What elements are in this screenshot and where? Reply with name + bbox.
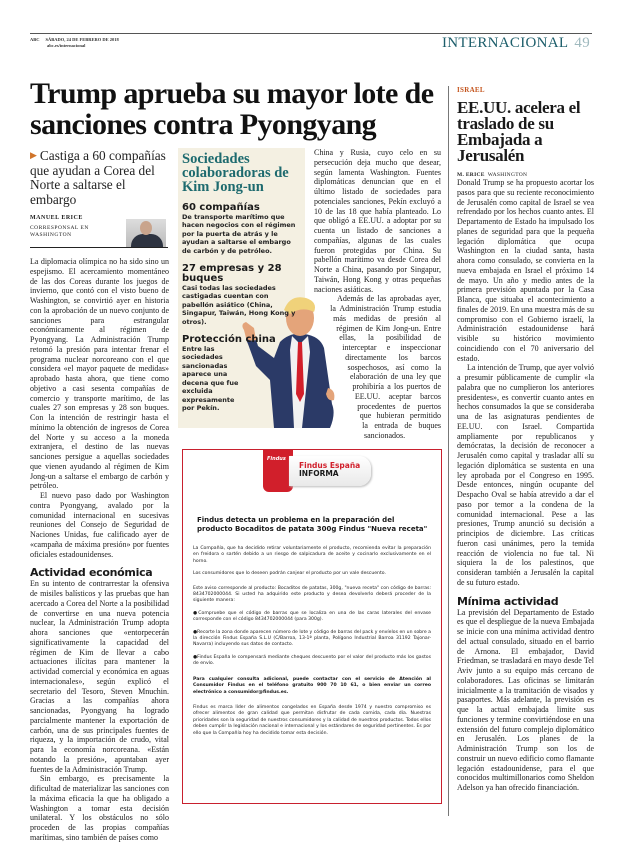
top-rule (30, 33, 592, 34)
main-headline: Trump aprueba su mayor lote de sanciones contra Pyongyang (30, 77, 434, 141)
paragraph: En su intento de contrarrestar la ofensiva de misiles balísticos y las pruebas que han acercado a Corea del Norte a la posibilidad de convertirse en una nueva potencia nuclear, la Administración Trump adopta ahora sanciones que «entorpecerán significativamente la capacidad del régimen de Kim de llevar a cabo actuaciones ilícitas para mantener la actividad comercial y económica en aguas internacionales», según explicó el secretario del Tesoro, Steven Mnuchin. Gracias a las compañías ahora sancionadas, Pyongyang ha logrado parcialmente mantener la exportación de carbón, una de sus principales fuentes de riqueza, y la importación de crudo, vital para la economía norcoreana. «Están notando la presión», apuntaban ayer fuentes de la Administración Trump. (30, 579, 169, 774)
secondary-article (448, 86, 594, 816)
lead-text: Castiga a 60 compañías que ayudan a Corea del Norte a saltarse el embargo (30, 148, 166, 207)
ad-bullet: ●Compruebe que el código de barras que se localiza en una de las caras laterales del envase corresponde con el código 8434702000044 (para 300g). (193, 610, 431, 623)
author-role: CORRESPONSAL EN WASHINGTON (30, 225, 89, 238)
arrow-bullet-icon: ▶ (30, 150, 37, 160)
paragraph: El nuevo paso dado por Washington contra Pyongyang, avalado por la comunidad internacional en sucesivas reuniones del Consejo de Seguridad de Naciones Unidas, fue calificado ayer de «campaña de máxima presión» por fuentes oficiales estadounidenses. (30, 491, 169, 559)
author-block (30, 215, 168, 248)
ad-contact: Para cualquier consulta adicional, puede contactar con el servicio de Atención al Consumidor Findus en el teléfono gratuito 900 70 10 61, o bien enviar un correo electrónico a consumidor@findus.es. (193, 676, 431, 695)
paragraph: Donald Trump se ha propuesto acortar los pasos para que su reciente reconocimiento de Jerusalén como capital de Israel se vea refrendado por los hechos cuanto antes. El Departamento de Estado ha impulsado los planes de seguridad para que la pequeña legación diplomática que ocupa Washington en la ciudad santa, hasta ahora como consulado, se convierta en la nueva embajada en Israel el próximo 14 de mayo. Un año y medio antes de la primera previsión apuntada por la Casa Blanca, que situaba el acontecimiento a finales de 2019. En una muestra más de su compromiso con el Gobierno israelí, la Administración estadounidense hará visible su histórico movimiento coincidiendo con el 70 aniversario del estado. (457, 178, 594, 363)
page-header-info (30, 37, 125, 49)
subheading: Mínima actividad (457, 594, 559, 608)
section-name: INTERNACIONAL (442, 35, 569, 51)
article-kicker: ISRAEL (457, 86, 485, 94)
ad-paragraph: La Compañía, que ha decidido retirar voluntariamente el producto, recomienda evitar la preparación en freidora o sartén debido a un riesgo de salpicadura de aceite y cocinarlo exclusivamente en el horno. (193, 546, 431, 564)
ad-bullet: ●Recorte la zona donde aparecen número de lote y código de barras del pack y envíelos en un sobre a la dirección Findus España S.L.U (C/Barroa, 13-1ª planta, Polígono Industrial Barroa 31192 Tajonar-Navarra) incluyendo sus datos de contacto. (193, 629, 431, 648)
paragraph: La previsión del Departamento de Estado es que el despliegue de la nueva Embajada se inicie con una mínima actividad dentro del actual consulado, situado en el barrio de Arnona. El embajador, David Friedman, se trasladará en mayo desde Tel Aviv junto a su equipo más cercano de colaboradores. Las oficinas se limitarán inicialmente a la tramitación de visados y pasaportes. Más adelante, la previsión es que la actual embajada limite sus funciones y termine convirtiéndose en una extensión del futuro complejo diplomático en Jerusalén. Los planes de la Administración Trump son los de construir un nuevo edificio como flamante legación estadounidense, para el que conocidos multimillonarios como Sheldon Adelson ya han ofrecido financiación. (457, 607, 594, 792)
section-header (442, 35, 590, 52)
ad-closing: Findus es marca líder de alimentos congelados en España desde 1974 y nuestro compromiso es ofrecer alimentos de gran calidad que permitan disfrutar de cada comida, cada día. Nuestras prioridades son la seguridad de nuestros consumidores y la calidad de nuestros productos. Todos ellos deben cumplir la legislación nacional e internacional y los estándares de seguridad pertinentes. Es por ello que la Compañía hoy ha decidido tomar esta decisión. (193, 704, 431, 736)
sidebar-item-heading: 27 empresas y 28 buques (182, 263, 282, 285)
sidebar-item-text: Entre las sociedades sancionadas aparece una decena que fue excluida expresamente por Pekín. (182, 345, 239, 412)
paragraph: China y Rusia, cuyo celo en su persecución deja mucho que desear, según lamenta Washington. Fuentes diplomáticas denuncian que en el último listado de sociedades para potenciales sanciones, Pekín excluyó a 10 de las 18 que había planteado. Lo que obligó a EE.UU. a adoptar por su cuenta un listado de sanciones a compañías, algunas de las cuales fueron protegidas por China. Su pabellón marítimo va desde Corea del Norte a China, pasando por Singapur, Taiwán, Hong Kong y otras pequeñas naciones asiáticas. (314, 148, 441, 294)
sidebar-title: Sociedades colaboradoras de Kim Jong-un (182, 151, 289, 195)
findus-advertisement (182, 449, 442, 804)
ad-paragraph: Los consumidores que lo deseen podrán canjear el producto por un vale descuento. (193, 571, 386, 577)
paper-name: ABC (30, 37, 40, 42)
subheading: Actividad económica (30, 566, 153, 580)
paragraph: La diplomacia olímpica no ha sido sino un espejismo. El acercamiento momentáneo de las dos Coreas durante los juegos de invierno, que contó con el visto bueno de Washington, se convirtió ayer en historia con la aprobación de un nuevo conjunto de sanciones para estrangular económicamente al régimen de Pyongyang. La Administración Trump retomó la presión para intentar frenar el programa nuclear norcoreano con el que considera «el mayor paquete de medidas» aprobado hasta ahora, que tiene como objetivo a casi sesenta compañías de comercio y transporte marítimo, de las cuales 27 son empresas y 28 son buques. Con la intención de restringir hasta el mínimo la obtención de ingresos de Corea del Norte y su acceso a la moneda extranjera, el destino de las nuevas sanciones persigue a aquellas sociedades que vienen ayudando al régimen de Kim Jong-un a saltarse el embargo de carbón y petróleo. (30, 257, 169, 491)
ad-paragraph: Este aviso corresponde al producto: Bocaditos de patatas, 300g, "nueva receta" con código de barras: 8434702000044. Si usted ha adquirido este producto y desea devolverlo deberá proceder de la siguiente manera: (193, 585, 431, 604)
article-body-left (30, 257, 169, 842)
sidebar-item-heading: 60 compañías (182, 202, 260, 213)
paragraph: Sin embargo, es precisamente la dificultad de materializar las sanciones con la máxima eficacia la que ha obligado a Washington a tomar esta decisión unilateral. Y los obstáculos no sólo proceden de las propias compañías marítimas, sino también de países como (30, 774, 169, 842)
paragraph: La intención de Trump, que ayer volvió a presumir públicamente de cumplir «la palabra que no cumplieron los anteriores presidentes», es convertir cuanto antes en hechos consumados la que se consideraba una de las asignaturas pendientes de EE.UU. con Israel. Compartida ampliamente por republicanos y demócratas, la decisión de reconocer a Jerusalén como capital y trasladar allí su legación diplomática se sustenta en una ley aprobada por el Congreso en 1995. Desde entonces, ningún ocupante del Despacho Oval se había atrevido a dar el paso por temor a la condena de la comunidad internacional. Pese a las presiones, Trump anunció su decisión a principios de diciembre. Las críticas fueron casi unánimes, pero la temida reacción de violencia no fue tal. Ni siquiera la de los palestinos, que consideran también a Jerusalén la capital de su futuro estado. (457, 363, 594, 587)
ad-title: Findus detecta un problema en la preparación del producto Bocaditos de patata 300g Findus "Nueva receta" (197, 516, 428, 533)
ad-informa: INFORMA (299, 469, 339, 478)
sidebar-item-text: Casi todas las sociedades castigadas cuentan con pabellón asiático (China, Singapur, Taiwán, Hong Kong y otros). (182, 284, 296, 326)
issue-date: SÁBADO, 24 DE FEBRERO DE 2018 (45, 37, 119, 42)
author-name: MANUEL ERICE (30, 215, 83, 221)
findus-logo (263, 450, 371, 492)
sidebar-item-text: De transporte marítimo que hacen negocios con el régimen por la puerta de atrás y le ayudan a saltarse el embargo de carbón y de petróleo. (182, 213, 296, 255)
ad-brand: Findus España (299, 461, 361, 470)
ad-bullet: ●Findus España le compensará mediante cheques descuento por el valor del producto más los gastos de envío. (193, 654, 431, 667)
page-number: 49 (574, 35, 590, 51)
paragraph: Además de las aprobadas ayer, la Administración Trump estudia más medidas de presión al régimen de Kim Jong-un. Entre ellas, la posibilidad de interceptar e inspeccionar directamente los barcos sospechosos, así como la elaboración de una ley que prohibiría a los puertos de EE.UU. aceptar barcos procedentes de puertos que hubieran permitido la entrada de buques sancionados. (330, 294, 441, 440)
sidebar-item-heading: Protección china (182, 334, 276, 346)
byline-author: M. ERICE (457, 172, 485, 178)
sidebar-box (178, 148, 305, 428)
secondary-headline: EE.UU. acelera el traslado de su Embajada a Jerusalén (457, 98, 581, 165)
byline-place: WASHINGTON (487, 172, 528, 178)
section-url: abc.es/internacional (47, 43, 86, 48)
findus-logo-text: Findus (267, 456, 286, 462)
author-photo (126, 219, 166, 247)
lead-subheadline (30, 148, 170, 207)
